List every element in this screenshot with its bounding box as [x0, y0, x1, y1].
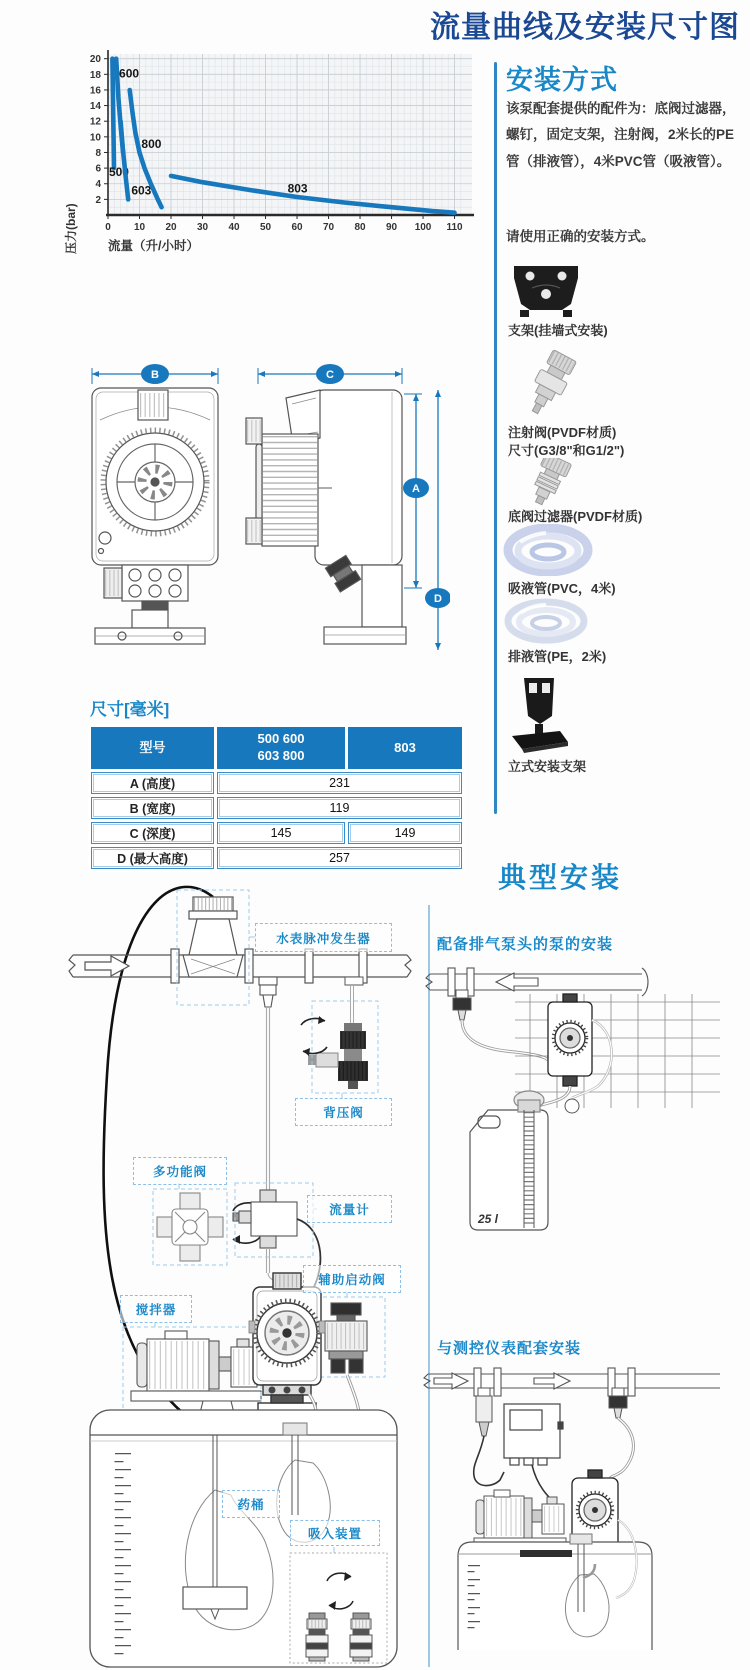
injection-valve-label: 注射阀(PVDF材质): [508, 425, 617, 440]
label-water-meter: 水表脉冲发生器: [255, 923, 392, 952]
svg-text:40: 40: [228, 222, 240, 233]
table-header-row: [91, 727, 462, 769]
svg-text:10: 10: [89, 132, 101, 144]
install-method-paragraph: 该泵配套提供的配件为：底阀过滤器，螺钉，固定支架，注射阀，2米长的PE管（排液管），4米PVC管（吸液管）。: [506, 101, 736, 169]
svg-text:20: 20: [89, 54, 101, 66]
vertical-divider: [494, 62, 497, 814]
row-value: 119: [217, 797, 462, 819]
row-label: A (高度): [91, 772, 214, 794]
discharge-tube-icon: [498, 598, 594, 644]
suction-tube-icon: [500, 524, 596, 576]
foot-valve-filter-label: 底阀过滤器(PVDF材质): [508, 509, 643, 524]
svg-text:18: 18: [89, 69, 101, 81]
svg-text:6: 6: [95, 163, 101, 175]
stand-bracket-icon: [506, 676, 572, 756]
row-value: 145: [217, 822, 345, 844]
row-value: 231: [217, 772, 462, 794]
instrument-install-title: 与测控仪表配套安装: [437, 1340, 582, 1357]
typical-install-title: 典型安装: [497, 862, 622, 893]
dimensions-table: [88, 724, 465, 872]
label-mixer: 搅拌器: [120, 1295, 192, 1323]
dim-marker-D: D: [434, 593, 442, 605]
svg-text:0: 0: [105, 222, 111, 233]
col-header-group2: 803: [348, 727, 462, 769]
svg-text:12: 12: [89, 116, 101, 128]
wall-bracket-label: 支架(挂墙式安装): [508, 323, 608, 338]
svg-text:803: 803: [287, 181, 308, 196]
svg-text:50: 50: [259, 222, 272, 233]
dim-marker-B: B: [151, 369, 159, 381]
svg-text:600: 600: [119, 66, 140, 81]
svg-text:20: 20: [165, 222, 177, 233]
pump-dimension-drawings: [80, 360, 450, 660]
install-method-title: 安装方式: [506, 65, 618, 95]
svg-text:10: 10: [133, 222, 146, 233]
svg-text:4: 4: [95, 179, 101, 191]
page-title: 流量曲线及安装尺寸图: [430, 11, 740, 44]
table-row: [91, 847, 462, 869]
svg-text:14: 14: [89, 101, 101, 113]
svg-text:8: 8: [95, 147, 101, 159]
svg-text:80: 80: [354, 222, 366, 233]
suction-tube-label: 吸液管(PVC，4米): [508, 581, 616, 596]
label-chemical-tank: 药桶: [222, 1490, 280, 1518]
col-header-model: 型号: [91, 727, 214, 769]
row-value: 257: [217, 847, 462, 869]
flow-curve-chart-block: [58, 42, 488, 267]
svg-text:90: 90: [385, 222, 398, 233]
label-aux-start-valve: 辅助启动阀: [303, 1265, 401, 1293]
svg-text:30: 30: [196, 222, 209, 233]
chart-x-axis-label: 流量（升/小时）: [108, 239, 199, 253]
typical-install-diagram: [65, 875, 417, 1670]
svg-text:500: 500: [108, 164, 129, 179]
label-flow-meter: 流量计: [307, 1195, 392, 1223]
vent-head-install-title: 配备排气泵头的泵的安装: [437, 936, 614, 953]
label-suction-device: 吸入装置: [290, 1520, 380, 1546]
discharge-tube-label: 排液管(PE，2米): [508, 649, 607, 664]
stand-bracket-label: 立式安装支架: [508, 759, 587, 774]
tank-capacity-label: 25 l: [478, 1212, 499, 1226]
wall-bracket-icon: [508, 262, 584, 318]
svg-text:800: 800: [141, 136, 162, 151]
install-method-note: 请使用正确的安装方式。: [506, 229, 655, 244]
svg-text:100: 100: [414, 222, 432, 233]
injection-valve-label-2: 尺寸(G3/8"和G1/2"): [508, 443, 625, 458]
svg-text:2: 2: [95, 194, 101, 206]
svg-text:16: 16: [89, 85, 101, 97]
table-row: [91, 797, 462, 819]
svg-text:70: 70: [322, 222, 335, 233]
svg-text:110: 110: [446, 222, 463, 233]
chart-y-axis-label: 压力(bar): [64, 203, 78, 254]
table-row: [91, 772, 462, 794]
label-multifunction-valve: 多功能阀: [133, 1157, 227, 1185]
instrument-install-diagram: [420, 1360, 750, 1670]
vent-head-install-diagram: [420, 960, 750, 1240]
table-row: [91, 822, 462, 844]
svg-text:603: 603: [131, 183, 152, 198]
row-value: 149: [348, 822, 462, 844]
dimensions-heading: 尺寸[毫米]: [90, 700, 170, 719]
dim-marker-A: A: [412, 483, 420, 495]
injection-valve-icon: [510, 348, 596, 420]
col-header-group1: 500 600 603 800: [217, 727, 345, 769]
label-back-pressure-valve: 背压阀: [295, 1098, 392, 1126]
foot-valve-filter-icon: [512, 458, 598, 508]
dim-marker-C: C: [326, 369, 334, 381]
svg-text:60: 60: [291, 222, 303, 233]
row-label: C (深度): [91, 822, 214, 844]
flow-curve-chart: [58, 42, 488, 242]
row-label: B (宽度): [91, 797, 214, 819]
row-label: D (最大高度): [91, 847, 214, 869]
